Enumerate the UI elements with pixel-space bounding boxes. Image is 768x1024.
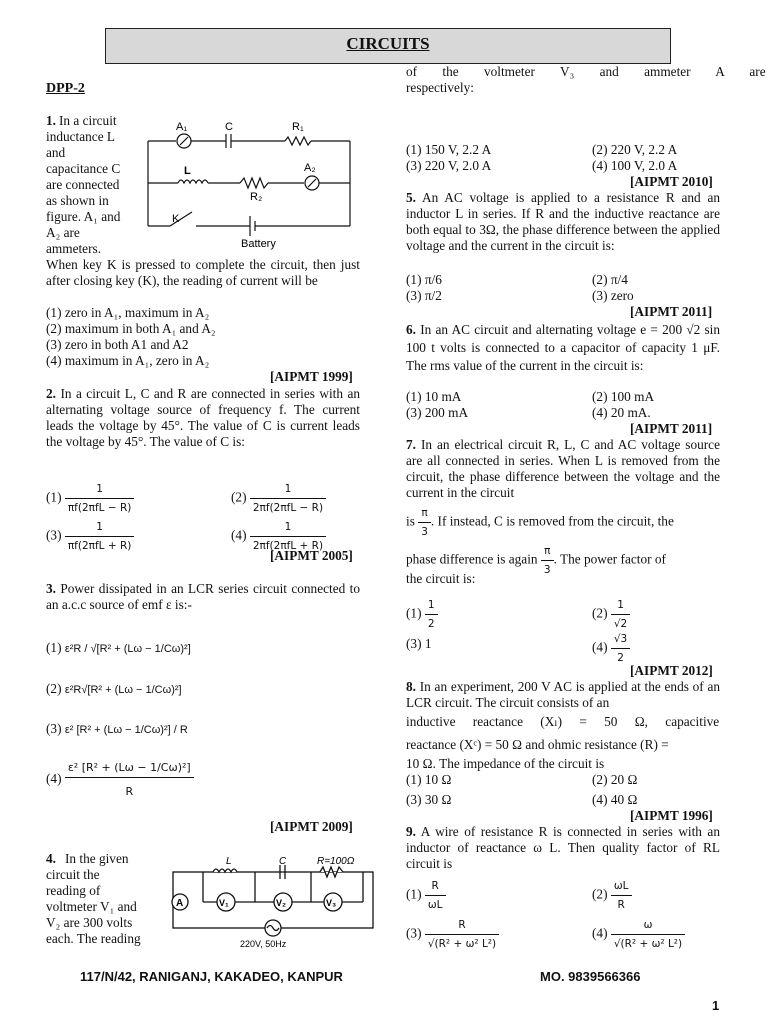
- fig-r1-label: R₁: [292, 121, 304, 133]
- q3-option-number: (2): [46, 681, 62, 696]
- denominator: 3: [541, 560, 554, 578]
- numerator: √3: [613, 633, 628, 645]
- q7-text: the circuit is:: [406, 571, 476, 586]
- q4-option: (1) 150 V, 2.2 A: [406, 142, 492, 157]
- q8-text: In an experiment, 200 V AC is applied at the ends of an LCR circuit. The circuit consists of an: [406, 679, 720, 710]
- denominator: ωL: [425, 895, 446, 913]
- q4-line: reading of: [46, 883, 101, 898]
- q6-text: In an AC circuit and alternating voltage e = 200 √2 sin 100 t volts is connected to a capacitor of capacity 1 μF. The rms value of the current in the circuit is:: [406, 322, 720, 373]
- q8-text: 10 Ω. The impedance of the circuit is: [406, 756, 605, 771]
- q7-text: . If instead, C is removed from the circuit, the: [430, 513, 674, 529]
- q1-line: ammeters.: [46, 241, 102, 256]
- q4-circuit-diagram: [165, 854, 380, 950]
- fraction: [425, 917, 499, 952]
- q7-number: 7.: [406, 437, 416, 452]
- fig-ammeter-label: A: [176, 898, 184, 909]
- q1-option: (2) maximum in both A₁ and A₂: [46, 321, 216, 336]
- fig-v2-label: V₂: [276, 898, 287, 908]
- fraction: [425, 878, 446, 913]
- q3-expression: ε²R√[R² + (Lω − 1/Cω)²]: [64, 684, 182, 696]
- q8-stem: [406, 679, 720, 711]
- denominator: 2: [611, 648, 630, 666]
- q9-option-1: [406, 878, 446, 913]
- q9-option-number: (3): [406, 925, 422, 941]
- q3-number: 3.: [46, 581, 56, 596]
- page-number: 1: [712, 998, 720, 1013]
- q9-option-number: (2): [592, 886, 608, 902]
- q3-option-2: [46, 681, 182, 698]
- numerator: 1: [284, 521, 292, 533]
- q1-line: inductance L: [46, 129, 116, 144]
- q1-line: are connected: [46, 177, 120, 192]
- q9-text: A wire of resistance R is connected in series with an inductor of reactance ω L. Then quality factor of RL circuit is: [406, 824, 720, 871]
- q5-exam-tag: [AIPMT 2011]: [630, 304, 713, 319]
- q1-line: In a circuit: [59, 113, 117, 128]
- q1-line: A₂ are: [46, 225, 80, 240]
- q1-line: and: [46, 145, 66, 160]
- q1-option: (1) zero in A₁, maximum in A₂: [46, 305, 210, 320]
- q4-number: 4.: [46, 851, 56, 866]
- q1-exam-tag: [AIPMT 1999]: [270, 369, 353, 384]
- q2-option-number: (1): [46, 489, 62, 505]
- fig-k-label: K: [172, 213, 180, 225]
- q7-option-number: (1): [406, 605, 422, 621]
- q3-stem: [46, 581, 360, 613]
- q4-option: (4) 100 V, 2.0 A: [592, 158, 678, 173]
- fig-battery-label: Battery: [241, 238, 276, 250]
- fraction: [611, 597, 630, 632]
- q1-option: (4) maximum in A₁, zero in A₂: [46, 353, 210, 368]
- denominator: 2πf(2πfL − R): [250, 498, 326, 516]
- q4-line: voltmeter V₁ and: [46, 899, 137, 914]
- q3-option-3: [46, 721, 188, 738]
- footer-mobile: MO. 9839566366: [540, 969, 641, 984]
- q3-text: Power dissipated in an LCR series circuit connected to an a.c.c source of emf ε is:-: [46, 581, 360, 612]
- q6-number: 6.: [406, 322, 416, 337]
- q1-option: (3) zero in both A1 and A2: [46, 337, 189, 352]
- numerator: 1: [284, 483, 292, 495]
- fraction: [611, 878, 632, 913]
- q7-option-4: [592, 631, 630, 666]
- numerator: R: [431, 880, 439, 892]
- q2-stem: [46, 386, 360, 450]
- numerator: 1: [96, 521, 103, 533]
- q9-option-2: [592, 878, 632, 913]
- denominator: 3: [418, 522, 431, 540]
- fig-v3-label: V₃: [326, 898, 337, 908]
- q7-option-2: [592, 597, 630, 632]
- fig-a2-label: A₂: [304, 162, 316, 174]
- q7-exam-tag: [AIPMT 2012]: [630, 663, 713, 678]
- q9-option-4: [592, 917, 685, 952]
- fig-r-label: R=100Ω: [317, 856, 355, 867]
- q7-text: phase difference is again: [406, 551, 538, 567]
- q4-line: circuit the: [46, 867, 100, 882]
- fraction: [611, 631, 630, 666]
- q1-number: 1.: [46, 113, 56, 128]
- q3-exam-tag: [AIPMT 2009]: [270, 819, 353, 834]
- denominator: 2πf(2πfL + R): [250, 536, 326, 554]
- q2-option-1: [46, 481, 134, 516]
- fig-c-label: C: [279, 856, 287, 867]
- denominator: √(R² + ω² L²): [425, 934, 499, 952]
- q2-option-1-fraction: [65, 481, 135, 516]
- q5-stem: [406, 190, 720, 254]
- q2-option-number: (4): [231, 527, 247, 543]
- denominator: R: [65, 777, 194, 800]
- q8-text: inductive reactance (Xₗ) = 50 Ω, capacitive: [406, 714, 720, 729]
- q1-line: capacitance C: [46, 161, 121, 176]
- q2-option-number: (3): [46, 527, 62, 543]
- fig-c-label: C: [225, 121, 233, 133]
- q6-option: (3) 200 mA: [406, 405, 469, 420]
- numerator: π: [544, 545, 551, 557]
- q2-option-3-fraction: [65, 519, 135, 554]
- q3-expression: ε²R / √[R² + (Lω − 1/Cω)²]: [64, 643, 191, 655]
- fig-l-label: L: [226, 856, 232, 867]
- fig-source-label: 220V, 50Hz: [240, 939, 287, 949]
- q3-option-4-fraction: [65, 760, 194, 800]
- fig-v1-label: V₁: [219, 898, 229, 908]
- q7-line-is: [406, 505, 674, 540]
- fig-a1-label: A₁: [176, 121, 188, 133]
- q1-stem-continued: When key K is pressed to complete the circuit, then just after closing key (K), the reading of current will be: [46, 257, 360, 288]
- q2-option-3: [46, 519, 134, 554]
- q4-line: V₂ are 300 volts: [46, 915, 133, 930]
- q4-stem-continued: of the voltmeter V₃ and ammeter A are: [406, 64, 766, 79]
- q4-option: (2) 220 V, 2.2 A: [592, 142, 678, 157]
- footer-address: 117/N/42, RANIGANJ, KAKADEO, KANPUR: [80, 969, 343, 984]
- denominator: √2: [611, 614, 630, 632]
- numerator: ε² [R² + (Lω − 1/Cω)²]: [67, 761, 191, 774]
- q9-stem: [406, 824, 720, 872]
- q5-option: (3) zero: [592, 288, 634, 303]
- pi-over-3-fraction: [418, 505, 431, 540]
- q6-exam-tag: [AIPMT 2011]: [630, 421, 713, 436]
- numerator: ωL: [613, 880, 629, 892]
- pi-over-3-fraction: [541, 543, 554, 578]
- numerator: R: [458, 919, 466, 931]
- q3-option-number: (4): [46, 771, 62, 787]
- q2-option-2-fraction: [250, 481, 326, 516]
- q1-circuit-diagram: [140, 118, 365, 258]
- q5-text: An AC voltage is applied to a resistance R and an inductor L in series. If R and the inductive reactance are both equal to 3Ω, the phase difference between the applied voltage and the current in the circuit is:: [406, 190, 720, 253]
- q6-option: (1) 10 mA: [406, 389, 462, 404]
- q4-stem-continued: respectively:: [406, 80, 474, 95]
- q8-option: (2) 20 Ω: [592, 772, 638, 787]
- q7-option-1: [406, 597, 438, 632]
- q6-option: (4) 20 mA.: [592, 405, 651, 420]
- q3-option-number: (3): [46, 721, 62, 736]
- denominator: πf(2πfL + R): [65, 536, 135, 554]
- q9-number: 9.: [406, 824, 416, 839]
- q7-text: is: [406, 513, 415, 529]
- q7-stem: [406, 437, 720, 501]
- denominator: 2: [425, 614, 438, 632]
- q5-option: (2) π/4: [592, 272, 628, 287]
- q7-option-3: (3) 1: [406, 636, 432, 651]
- q9-option-number: (1): [406, 886, 422, 902]
- q3-option-1: [46, 640, 191, 657]
- fraction: [611, 917, 685, 952]
- denominator: √(R² + ω² L²): [611, 934, 685, 952]
- fig-l-label: L: [184, 165, 191, 177]
- q4-line: In the given: [65, 851, 129, 866]
- q8-number: 8.: [406, 679, 416, 694]
- q4-line: each. The reading: [46, 931, 141, 946]
- q8-option: (4) 40 Ω: [592, 792, 638, 807]
- denominator: πf(2πfL − R): [65, 498, 135, 516]
- q5-option: (1) π/6: [406, 272, 442, 287]
- numerator: ω: [643, 919, 653, 931]
- q5-number: 5.: [406, 190, 416, 205]
- q3-expression: ε² [R² + (Lω − 1/Cω)²] / R: [64, 724, 188, 736]
- q8-option: (1) 10 Ω: [406, 772, 452, 787]
- q1-line: as shown in: [46, 193, 109, 208]
- q5-option: (3) π/2: [406, 288, 442, 303]
- q2-exam-tag: [AIPMT 2005]: [270, 548, 353, 563]
- q6-stem: [406, 321, 720, 375]
- q7-text: . The power factor of: [553, 551, 666, 567]
- denominator: R: [611, 895, 632, 913]
- numerator: π: [421, 507, 428, 519]
- q2-text: In a circuit L, C and R are connected in series with an alternating voltage source of frequency f. The current leads the voltage by 45°. The value of C is current leads the voltage by 45°. The value of C is:: [46, 386, 361, 449]
- q7-option-number: (2): [592, 605, 608, 621]
- q3-option-4: [46, 760, 194, 800]
- q3-option-number: (1): [46, 640, 62, 655]
- numerator: 1: [96, 483, 103, 495]
- q7-text: In an electrical circuit R, L, C and AC voltage source are all connected in series. When L is removed from the circuit, the phase difference between the voltage and the current in the circuit: [406, 437, 720, 500]
- q8-option: (3) 30 Ω: [406, 792, 452, 807]
- q1-line: figure. A₁ and: [46, 209, 121, 224]
- q2-number: 2.: [46, 386, 56, 401]
- q2-option-2: [231, 481, 326, 516]
- q6-option: (2) 100 mA: [592, 389, 655, 404]
- fraction: [425, 597, 438, 632]
- q9-option-number: (4): [592, 925, 608, 941]
- numerator: 1: [617, 599, 624, 611]
- numerator: 1: [427, 599, 435, 611]
- fig-r2-label: R₂: [250, 191, 263, 203]
- page-title: CIRCUITS: [105, 28, 671, 64]
- q8-exam-tag: [AIPMT 1996]: [630, 808, 713, 823]
- q2-option-number: (2): [231, 489, 247, 505]
- dpp-label: DPP-2: [46, 81, 85, 96]
- q4-option: (3) 220 V, 2.0 A: [406, 158, 492, 173]
- q7-option-number: (4): [592, 639, 608, 655]
- q4-exam-tag: [AIPMT 2010]: [630, 174, 713, 189]
- q8-text: reactance (Xᶜ) = 50 Ω and ohmic resistance (R) =: [406, 737, 669, 752]
- q9-option-3: [406, 917, 499, 952]
